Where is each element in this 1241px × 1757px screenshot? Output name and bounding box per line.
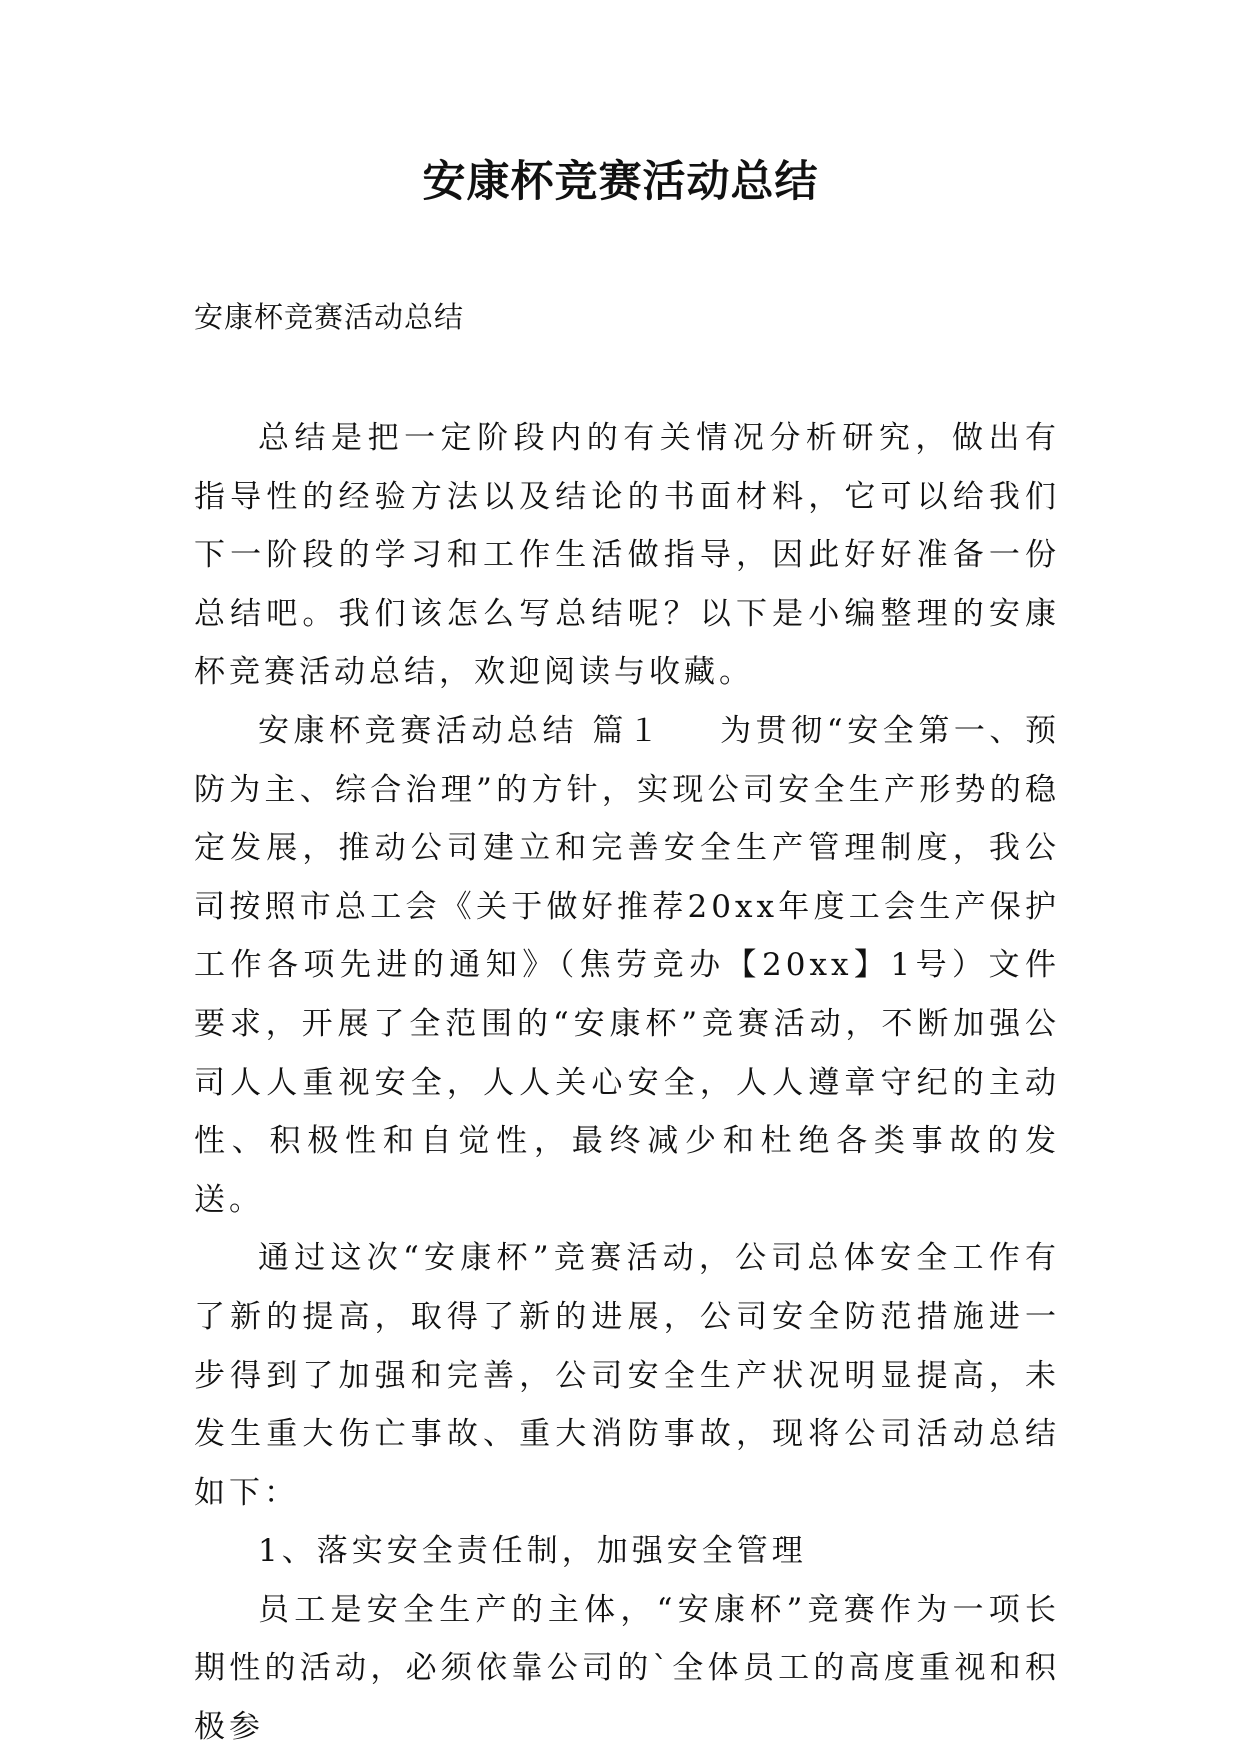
section-heading: 安康杯竞赛活动总结 篇１ bbox=[258, 712, 664, 749]
section-text: 为贯彻“安全第一、预防为主、综合治理”的方针，实现公司安全生产形势的稳定发展，推动公司建立和完善安全生产管理制度，我公司按照市总工会《关于做好推荐20xx年度工会生产保护工作各项先进的通知》（焦劳竞办【20xx】1号）文件要求，开展了全范围的“安康杯”竞赛活动，不断加强公司人人重视安全，人人关心安全，人人遵章守纪的主动性、积极性和自觉性，最终减少和杜绝各类事故的发送。 bbox=[194, 712, 1060, 1218]
document-title: 安康杯竞赛活动总结 bbox=[422, 157, 819, 207]
document-body bbox=[194, 409, 1060, 1757]
point-paragraph: 员工是安全生产的主体，“安康杯”竞赛作为一项长期性的活动，必须依靠公司的`全体员工的高度重视和积极参 bbox=[194, 1591, 1060, 1746]
section-paragraph bbox=[194, 702, 1060, 1229]
summary-paragraph: 通过这次“安康杯”竞赛活动，公司总体安全工作有了新的提高，取得了新的进展，公司安全防范措施进一步得到了加强和完善，公司安全生产状况明显提高，未发生重大伤亡事故、重大消防事故，现将公司活动总结如下： bbox=[194, 1240, 1060, 1511]
intro-paragraph: 总结是把一定阶段内的有关情况分析研究，做出有指导性的经验方法以及结论的书面材料，它可以给我们下一阶段的学习和工作生活做指导，因此好好准备一份总结吧。我们该怎么写总结呢？以下是小编整理的安康杯竞赛活动总结，欢迎阅读与收藏。 bbox=[194, 420, 1060, 691]
document-subtitle: 安康杯竞赛活动总结 bbox=[194, 300, 465, 334]
point-heading: 1、落实安全责任制，加强安全管理 bbox=[258, 1533, 807, 1570]
